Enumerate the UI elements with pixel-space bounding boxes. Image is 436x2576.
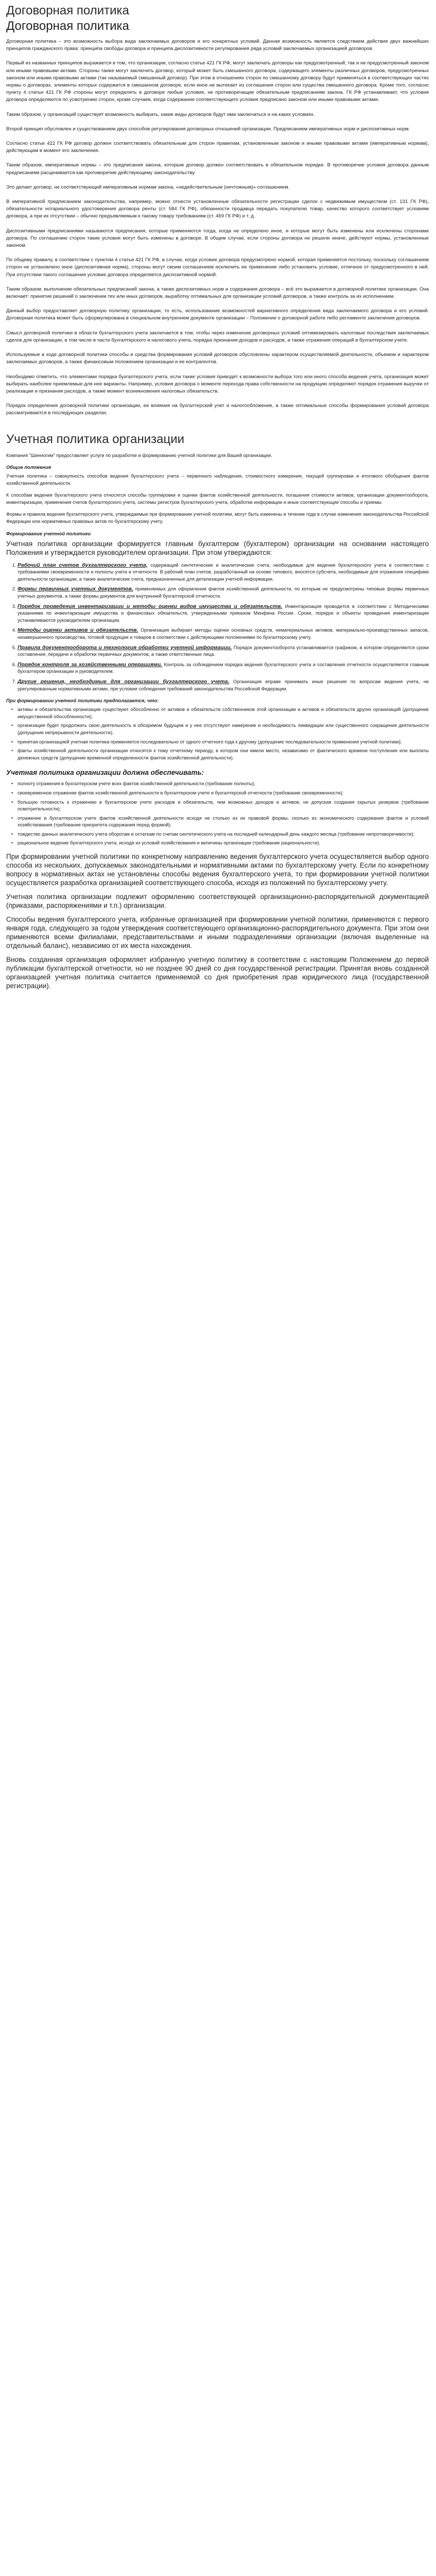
assumptions-list bbox=[6, 706, 429, 761]
bullet-item: • рациональное ведение бухгалтерского учета, исходя из условий хозяйствования и величины организации (требование рациональности). bbox=[18, 840, 429, 847]
paragraph: Это делает договор, не соответствующий императивным нормам закона, «недействительным (ничтожным)» соглашением. bbox=[6, 184, 290, 190]
bullet-item: • тождество данных аналитического учета оборотам и остаткам по счетам синтетического учета на последний календарный день каждого месяца (требование непротиворечивости); bbox=[18, 831, 429, 838]
paragraph: Второй принцип обусловлен и существованием двух способов регулирования договорных отношений организации. Предписанием императивных норм и диспозитивных норм. bbox=[6, 126, 410, 132]
page-title: Договорная политика bbox=[6, 4, 129, 18]
list-item-text: содержащий синтетические и аналитические счета, необходимые для ведения бухгалтерского учета в соответствии с требованиями своевременности и полноты учета и отчетности. В рабочий план счетов, разработанный на основе типового, вносятся субсчета, необходимые для отражения специфики деятельности организации, а также аналитические счета, предназначенные для детализации учетной информации. bbox=[18, 562, 429, 582]
list-item bbox=[18, 586, 429, 600]
bullet-item: • отражение в бухгалтерском учете фактов хозяйственной деятельности исходя не столько из их правовой формы, сколько из экономического содержания фактов и условий хозяйствования (требование приоритета содержания перед формой); bbox=[18, 815, 429, 829]
paragraph: Способы ведения бухгалтерского учета, избранные организацией при формировании учетной политики, применяются с первого января года, следующего за годом утверждения соответствующего организационно-распорядительного документа. При этом они применяются всеми филиалами, представительствами и иными подразделениями организации (включая выделенные на отдельный баланс), независимо от их места нахождения. bbox=[6, 916, 429, 950]
paragraph: При формировании учетной политики по конкретному направлению ведения бухгалтерского учета осуществляется выбор одного способа из нескольких, допускаемых законодательными и нормативными актами по бухгалтерскому учету. Если по конкретному вопросу в нормативных актах не установлены способы ведения бухгалтерского учета, то при формировании учетной политики осуществляется разработка организацией соответствующего способа, исходя из положений по бухгалтерскому учету. bbox=[6, 853, 429, 887]
bullet-item: • организация будет продолжать свою деятельность в обозримом будущем и у нее отсутствуют намерение и необходимость ликвидации или существенного сокращения деятельности (допущение непрерывности деятельности); bbox=[18, 722, 429, 736]
section-title: Учетная политика организации bbox=[6, 432, 185, 446]
bullet-item: • своевременное отражение фактов хозяйственной деятельности в бухгалтерском учете и бухгалтерской отчетности (требование своевременности); bbox=[18, 790, 429, 797]
bullet-item: • факты хозяйственной деятельности организации относятся к тому отчетному периоду, в котором они имели место, независимо от фактического времени поступления или выплаты денежных средств (допущение временной определенности фактов хозяйственной деятельности). bbox=[18, 748, 429, 761]
list-item bbox=[18, 645, 429, 658]
paragraph: Вновь созданная организация оформляет избранную учетную политику в соответствии с настоящим Положением до первой публикации бухгалтерской отчетности, но не позднее 90 дней со дня государственной регистрации. Принятая вновь созданной организацией учетная политика считается применяемой со дня приобретения прав юридического лица (государственной регистрации). bbox=[6, 956, 429, 990]
paragraph: Используемые в ходе договорной политики способы и средства формирования условий договоров обусловлены характером осуществляемой деятельности, объемом и характером заключаемых договоров, а также финансовым положением организации и ее контрагентов. bbox=[6, 352, 429, 365]
list-item-text: Порядок документооборота устанавливается графиком, в котором определяются сроки составления, передачи и обработки первичных документов, а также ответственные лица. bbox=[18, 645, 429, 657]
paragraph: Таким образом, у организаций существует возможность выбирать, какие виды договоров будут ими заключаться и на каких условиях. bbox=[6, 111, 315, 117]
requirements-list bbox=[6, 781, 429, 847]
list-item-text: Организация выбирает методы оценки основных средств, нематериальных активов, материально-производственных запасов, незавершенного производства, готовой продукции и товаров в соответствии с действующими положениями по бухгалтерскому учету. bbox=[18, 628, 429, 640]
list-item bbox=[18, 627, 429, 641]
paragraph: В императивной предписанием законодательства, например, можно отнести установленные обязательности регистрации сделок с недвижимым имуществом (ст. 131 ГК РФ), обязательности нотариального удостоверения договора ренты (ст. 584 ГК РФ), обязанности продавца передать покупателю товар, качество которого соответствует условиям договора, а при их отсутствии – обычно предъявляемым к такому товару требованиям (ст. 469 ГК РФ) и т. д. bbox=[6, 199, 429, 219]
paragraph: Необходимо отметить, что элементами порядка бухгалтерского учета, если такие условия приводят к возможности выбора того или иного способа ведения учета, организация может выбирать наиболее приемлемые для нее варианты. Например, условия договора о моменте перехода права собственности на продукцию определяют порядок отражения выручки от реализации и признания расходов, а также момент возникновения налоговых обязательств. bbox=[6, 374, 429, 394]
list-item bbox=[18, 562, 429, 583]
paragraph: Смысл договорной политики в области бухгалтерского учета заключается в том, чтобы через изменение договорных условий оптимизировать налоговые последствия заключаемых сделок для организации, в том числе в части бухгалтерского и налогового учета, порядка признания доходов и расходов, а также отражения операций в бухгалтерском учете. bbox=[6, 330, 429, 343]
list-item-heading: Рабочий план счетов бухгалтерского учета, bbox=[18, 562, 148, 568]
bullet-item: • принятая организацией учетная политика применяется последовательно от одного отчетного года к другому (допущение последовательности применения учетной политики); bbox=[18, 739, 429, 746]
bullet-item: • активы и обязательства организации существуют обособленно от активов и обязательств собственников этой организации и активов и обязательств других организаций (допущение имущественной обособленности); bbox=[18, 706, 429, 720]
general-paragraphs bbox=[6, 473, 429, 526]
paragraph: Таким образом, императивные нормы – это предписания закона, которым договор должен соответствовать в обязательном порядке. В противоречие условия договора данным предписаниям расценивается как противоречие действующему законодательству. bbox=[6, 162, 429, 176]
formation-heading: Формирование учетной политики bbox=[6, 530, 91, 536]
paragraph: Порядок определения договорной политики организации, ее влияния на бухгалтерский учет и налогообложение, а также оптимальные способы формирования условий договора рассматриваются в последующих разделах. bbox=[6, 403, 429, 416]
paragraph: К способам ведения бухгалтерского учета относятся способы группировки и оценки фактов хозяйственной деятельности, погашения стоимости активов, организации документооборота, инвентаризации, применения счетов бухгалтерского учета, системы регистров бухгалтерского учета, обработки информации и иные соответствующие способы и приемы. bbox=[6, 493, 429, 505]
list-item-text: Организация вправе принимать иные решения по вопросам ведения учета, не урегулированным нормативными актами, при условии соблюдения требований законодательства Российской Федерации. bbox=[18, 679, 429, 691]
intro-paragraph: Компания "Шинногим" предоставляет услуги по разработке и формированию учетной политики для Вашей организации. bbox=[6, 452, 272, 458]
list-item bbox=[18, 662, 429, 675]
list-item-text: Контроль за соблюдением порядка ведения бухгалтерского учета и составления отчетности осуществляется главным бухгалтером организации и руководителем. bbox=[18, 662, 429, 674]
document-subtitle: Договорная политика bbox=[6, 19, 129, 33]
approved-items-list bbox=[6, 562, 429, 693]
closing-paragraphs bbox=[6, 852, 429, 990]
paragraph: Таким образом, выполнение обязательных предписаний закона, а также диспозитивных норм и содержания договора – всё это выражается в договорной политике организации. Она включает: принятие решений о заключении тех или иных договоров, выработку оптимальных для организации условий договоров, а также контроль за их исполнением. bbox=[6, 286, 429, 300]
paragraph: Диспозитивными предписаниями называются предписания, которые применяются тогда, когда не определено иное, и которые могут быть изменены или исключены сторонами договора. По соглашению сторон такие условия могут быть изменены в договоре. В общем случае, если стороны договора не решили иначе, действуют нормы, установленные законом. bbox=[6, 228, 429, 249]
paragraph: Согласно статье 422 ГК РФ договор должен соответствовать обязательным для сторон правилам, установленным законом и иными правовыми актами (императивным нормам), действующим в момент его заключения. bbox=[6, 141, 429, 154]
list-item-text: Инвентаризация проводится в соответствии с Методическими указаниями по инвентаризации имущества и финансовых обязательств, утвержденными приказом Минфина России. Сроки, порядок и объекты проведения инвентаризации устанавливаются руководителем организации. bbox=[18, 603, 429, 623]
list-item-heading: Другие решения, необходимые для организации бухгалтерского учета. bbox=[18, 679, 230, 685]
paragraph: Учетная политика организации подлежит оформлению соответствующей организационно-распорядительной документацией (приказами, распоряжениями и т.п.) организации. bbox=[6, 893, 429, 910]
paragraph: Договорная политика – это возможность выбора вида заключаемых договоров и его конкретных условий. Данная возможность является следствием действия двух важнейших принципов гражданского права: принципа свободы договора и принципа диспозитивности регулирования ряда условий заключаемых организацией договоров. bbox=[6, 39, 429, 52]
list-item-heading: Методы оценки активов и обязательств. bbox=[18, 628, 138, 634]
general-heading: Общие положения bbox=[6, 464, 51, 470]
list-item bbox=[18, 603, 429, 624]
list-item-heading: Порядок контроля за хозяйственными операциями. bbox=[18, 662, 163, 668]
must-heading: Учетная политика организации должна обеспечивать: bbox=[6, 769, 204, 777]
assumptions-heading: При формировании учетной политики предполагается, что: bbox=[6, 698, 159, 704]
paragraph: Учетная политика – совокупность способов ведения бухгалтерского учета – первичного наблюдения, стоимостного измерения, текущей группировки и итогового обобщения фактов хозяйственной деятельности. bbox=[6, 473, 429, 486]
contract-policy-section bbox=[6, 38, 429, 417]
paragraph: Первый из названных принципов выражается в том, что организации, согласно статье 421 ГК РФ, могут заключать договоры как предусмотренный, так и не предусмотренный законом или иными правовыми актами. Стороны также могут заключить договор, который может быть смешанного договора, содержащего элементы различных договоров, предусмотренных законом или иными правовыми актами (так называемый смешанный договор). При этом в отношениях сторон по смешанному договору будут применяться в соответствующих частях нормы о договорах, элементы которых содержатся в смешанном договоре, если иное не вытекает из соглашения сторон или существа смешанного договора. Кроме того, согласно пункту 4 статьи 421 ГК РФ стороны могут определять в договоре любые условия, не противоречащие обязательным предписаниям закона. ГК РФ устанавливает, что условия договора определяются по усмотрению сторон, кроме случаев, когда содержание соответствующего условия предписано законом или иными правовыми актами. bbox=[6, 60, 429, 103]
list-item bbox=[18, 679, 429, 692]
paragraph: Данный выбор предоставляет договорную политику организации, то есть, использование возможностей вариативного определения вида заключаемого договора и его условий. Договорная политика может быть сформулирована в специальном внутреннем документе организации – Положении о договорной работе либо регламенте заключения договоров. bbox=[6, 308, 429, 321]
paragraph: Формы и правила ведения бухгалтерского учета, утверждаемые при формировании учетной политики, могут быть изменены в течение года в случае изменения законодательства Российской Федерации или нормативных правовых актов по бухгалтерскому учету. bbox=[6, 512, 429, 524]
formation-lead: Учетная политика организации формируется главным бухгалтером (бухгалтером) организации на основании настоящего Положения и утверждается руководителем организации. При этом утверждаются: bbox=[6, 539, 429, 556]
list-item-heading: Правила документооборота и технология обработки учетной информации. bbox=[18, 645, 232, 651]
bullet-item: • полноту отражения в бухгалтерском учете всех фактов хозяйственной деятельности (требование полноты); bbox=[18, 781, 429, 788]
bullet-item: • большую готовность к отражению в бухгалтерском учете расходов и обязательств, чем возможных доходов и активов, не допуская создания скрытых резервов (требование осмотрительности); bbox=[18, 799, 429, 813]
paragraph: По общему правилу, в соответствии с пунктом 4 статьи 421 ГК РФ, в случае, когда условие договора предусмотрено нормой, которая применяется постольку, поскольку соглашением сторон не установлено иное (диспозитивная норма), стороны могут своим соглашением исключить ее применение либо установить условие, отличное от предусмотренного в ней. При отсутствии такого соглашения условие договора определяется диспозитивной нормой. bbox=[6, 257, 429, 278]
page-content bbox=[0, 0, 436, 1001]
list-item-heading: Порядок проведения инвентаризации и методы оценки видов имущества и обязательств. bbox=[18, 603, 283, 609]
list-item-text: применяемых для оформления фактов хозяйственной деятельности, по которым не предусмотрены типовые формы первичных учетных документов, а также формы документов для внутренней бухгалтерской отчетности. bbox=[18, 586, 429, 599]
list-item-heading: Формы первичных учетных документов, bbox=[18, 586, 133, 592]
